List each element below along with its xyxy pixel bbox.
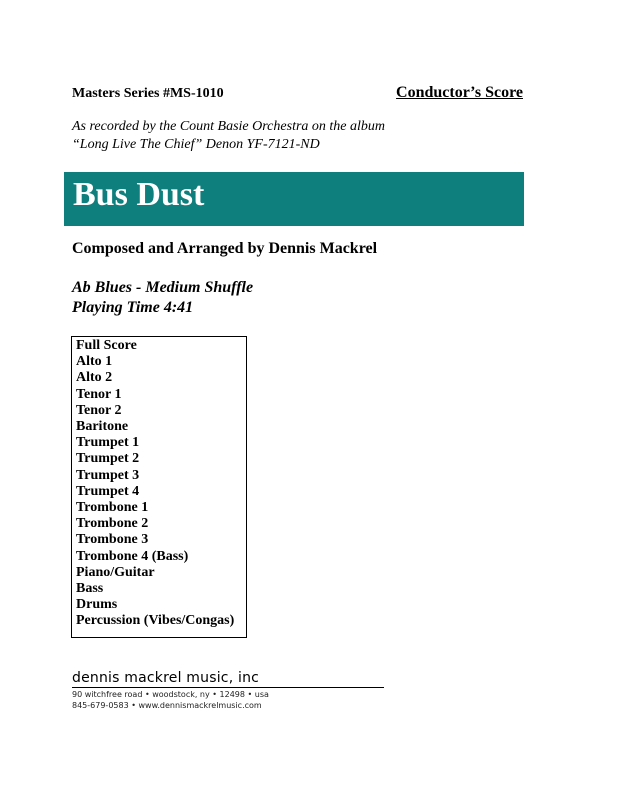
- part-item: Full Score: [76, 338, 137, 353]
- part-item: Tenor 2: [76, 402, 122, 418]
- part-item: Alto 2: [76, 370, 113, 386]
- series-number: Masters Series #MS-1010: [72, 86, 224, 101]
- part-item: Trumpet 2: [76, 451, 140, 467]
- part-item: Piano/Guitar: [76, 564, 155, 580]
- publisher-contact: 845-679-0583 • www.dennismackrelmusic.com: [72, 701, 262, 710]
- publisher-name: dennis mackrel music, inc: [72, 670, 384, 688]
- recording-note: [72, 118, 385, 154]
- part-item: Trombone 3: [76, 532, 149, 548]
- part-item: Baritone: [76, 419, 129, 435]
- part-item: Trumpet 1: [76, 435, 140, 451]
- piece-title: Bus Dust: [73, 176, 205, 213]
- part-item: Trombone 1: [76, 500, 149, 516]
- part-item: Tenor 1: [76, 386, 122, 402]
- part-item: Trombone 4 (Bass): [76, 548, 189, 564]
- part-item: Drums: [76, 597, 118, 613]
- recording-note-line-2: “Long Live The Chief” Denon YF-7121-ND: [72, 137, 320, 152]
- part-item: Trombone 2: [76, 516, 149, 532]
- parts-list: [71, 336, 247, 638]
- publisher-address: 90 witchfree road • woodstock, ny • 12498 • usa: [72, 690, 269, 699]
- part-item: Percussion (Vibes/Congas): [76, 613, 235, 629]
- part-item: Trumpet 3: [76, 467, 140, 483]
- part-item: Trumpet 4: [76, 483, 140, 499]
- style-info: [72, 278, 253, 318]
- part-item: Bass: [76, 581, 104, 597]
- title-band: [64, 172, 524, 226]
- key-and-feel: Ab Blues - Medium Shuffle: [72, 279, 254, 296]
- part-item: Alto 1: [76, 354, 113, 370]
- score-type-label: Conductor’s Score: [396, 84, 523, 101]
- composer-credit: Composed and Arranged by Dennis Mackrel: [72, 240, 378, 257]
- recording-note-line-1: As recorded by the Count Basie Orchestra on the album: [72, 119, 386, 134]
- playing-time: Playing Time 4:41: [72, 299, 194, 316]
